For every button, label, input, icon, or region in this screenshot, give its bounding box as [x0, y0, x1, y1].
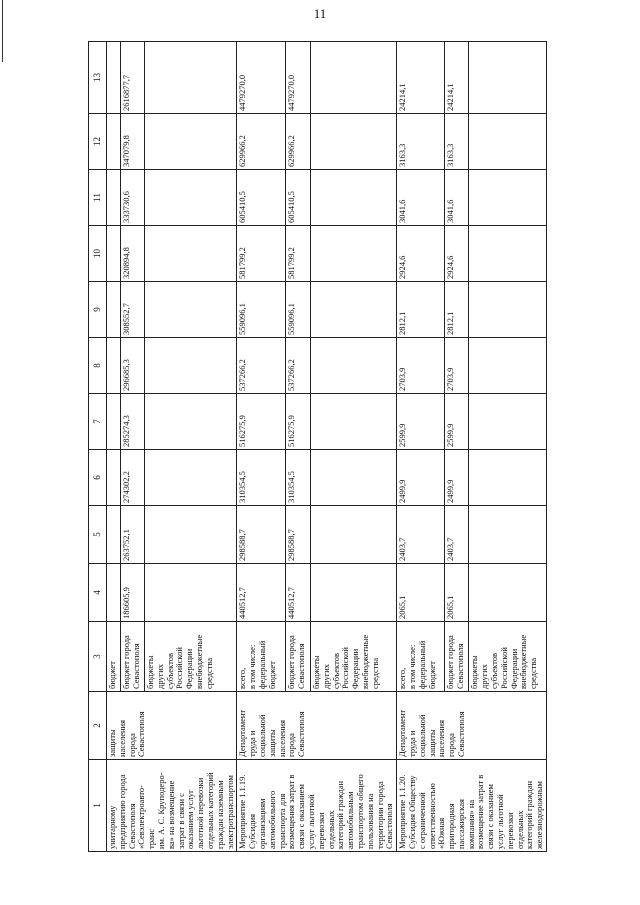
value-cell	[144, 450, 236, 506]
value-cell: 537266,2	[285, 338, 310, 394]
value-cell: 2924,6	[397, 226, 445, 282]
header-cell: 4	[89, 564, 107, 622]
executor-cell: Департамент труда и социальной защиты населения города Севастополя	[397, 692, 547, 760]
value-cell: 605410,5	[237, 170, 286, 226]
value-cell	[107, 506, 121, 564]
budget-table	[88, 41, 547, 852]
value-cell: 333730,6	[120, 170, 144, 226]
value-cell	[469, 506, 547, 564]
source-cell: бюджет города Севастополя	[444, 622, 469, 692]
value-cell	[107, 450, 121, 506]
table-row	[397, 42, 445, 852]
value-cell: 274302,2	[120, 450, 144, 506]
value-cell	[144, 506, 236, 564]
value-cell: 2599,9	[444, 394, 469, 450]
value-cell: 3163,3	[397, 114, 445, 170]
value-cell: 2065,1	[444, 564, 469, 622]
source-cell: бюджеты других субъектов Российской Федерации внебюджетные средства	[469, 622, 547, 692]
header-cell: 13	[89, 42, 107, 114]
header-cell: 9	[89, 282, 107, 338]
value-cell	[107, 114, 121, 170]
value-cell	[107, 564, 121, 622]
measure-cell: Мероприятие 1.1.20. Субсидия Обществу с ограниченной ответственностью «Южная пригородная пассажирская компания» на возмещение затрат в связи с оказанием услуг льготной перевозки отдельных категорий граждан железнодорожным	[397, 760, 547, 852]
value-cell: 3041,6	[444, 170, 469, 226]
value-cell: 263752,1	[120, 506, 144, 564]
header-cell: 8	[89, 338, 107, 394]
value-cell: 440512,7	[237, 564, 286, 622]
value-cell	[310, 564, 396, 622]
value-cell: 2812,1	[397, 282, 445, 338]
value-cell: 285274,3	[120, 394, 144, 450]
source-cell: бюджеты других субъектов Российской Федерации внебюджетные средства	[310, 622, 396, 692]
value-cell: 440512,7	[285, 564, 310, 622]
value-cell: 296685,3	[120, 338, 144, 394]
value-cell	[310, 450, 396, 506]
value-cell	[107, 282, 121, 338]
value-cell: 516275,9	[285, 394, 310, 450]
source-cell: бюджет	[107, 622, 121, 692]
value-cell	[107, 42, 121, 114]
header-cell: 10	[89, 226, 107, 282]
value-cell	[144, 564, 236, 622]
value-cell: 308552,7	[120, 282, 144, 338]
value-cell: 2616877,7	[120, 42, 144, 114]
value-cell	[310, 394, 396, 450]
measure-cell: унитарному предприятию города Севастополя «Севэлектроавто- транс им. А. С. Круподеро- ва» на возмещение затрат в связи с оказанием услуг льготной перевозки отдельных категорий граждан наземным электротранспортом	[107, 760, 237, 852]
margin-line	[2, 0, 3, 62]
value-cell: 3041,6	[397, 170, 445, 226]
value-cell: 2703,9	[444, 338, 469, 394]
value-cell: 186605,9	[120, 564, 144, 622]
value-cell	[144, 42, 236, 114]
value-cell: 2599,9	[397, 394, 445, 450]
value-cell: 537266,2	[237, 338, 286, 394]
value-cell	[144, 282, 236, 338]
table-row	[237, 42, 286, 852]
header-row	[89, 42, 107, 852]
table-row	[107, 42, 121, 852]
value-cell	[144, 394, 236, 450]
value-cell: 24214,1	[444, 42, 469, 114]
header-cell: 12	[89, 114, 107, 170]
value-cell: 2499,9	[444, 450, 469, 506]
value-cell: 2924,6	[444, 226, 469, 282]
value-cell: 298588,7	[285, 506, 310, 564]
value-cell: 310354,5	[237, 450, 286, 506]
source-cell: бюджеты других субъектов Российской Федерации внебюджетные средства	[144, 622, 236, 692]
value-cell: 298588,7	[237, 506, 286, 564]
source-cell: бюджет города Севастополя	[120, 622, 144, 692]
value-cell: 2812,1	[444, 282, 469, 338]
value-cell	[469, 114, 547, 170]
source-cell: всего, в том числе: федеральный бюджет	[237, 622, 286, 692]
value-cell: 2403,7	[397, 506, 445, 564]
header-cell: 6	[89, 450, 107, 506]
value-cell: 310354,5	[285, 450, 310, 506]
rotated-table-wrapper	[88, 42, 545, 852]
value-cell	[469, 170, 547, 226]
value-cell	[144, 338, 236, 394]
value-cell	[144, 170, 236, 226]
value-cell	[469, 450, 547, 506]
value-cell	[107, 170, 121, 226]
header-cell: 5	[89, 506, 107, 564]
source-cell: бюджет города Севастополя	[285, 622, 310, 692]
value-cell: 4479270,0	[237, 42, 286, 114]
value-cell	[107, 338, 121, 394]
value-cell	[107, 394, 121, 450]
value-cell	[310, 226, 396, 282]
value-cell: 4479270,0	[285, 42, 310, 114]
value-cell: 3163,3	[444, 114, 469, 170]
value-cell: 629966,2	[285, 114, 310, 170]
value-cell: 605410,5	[285, 170, 310, 226]
header-cell: 3	[89, 622, 107, 692]
value-cell: 516275,9	[237, 394, 286, 450]
measure-cell: Мероприятие 1.1.19. Субсидия организациям автомобильного транспорта для возмещения затрат в связи с оказанием услуг льготной перевозки отдельных категорий граждан автомобильным транспортом общего пользования на территории города Севастополя	[237, 760, 397, 852]
value-cell	[469, 282, 547, 338]
value-cell	[310, 506, 396, 564]
value-cell	[107, 226, 121, 282]
value-cell: 2065,1	[397, 564, 445, 622]
value-cell	[310, 338, 396, 394]
value-cell: 347079,8	[120, 114, 144, 170]
value-cell	[310, 170, 396, 226]
value-cell	[469, 394, 547, 450]
value-cell	[469, 42, 547, 114]
value-cell: 581799,2	[237, 226, 286, 282]
value-cell: 559096,1	[285, 282, 310, 338]
value-cell	[469, 226, 547, 282]
header-cell: 11	[89, 170, 107, 226]
value-cell	[469, 338, 547, 394]
value-cell: 2703,9	[397, 338, 445, 394]
value-cell: 559096,1	[237, 282, 286, 338]
source-cell: всего, в том числе: федеральный бюджет	[397, 622, 445, 692]
value-cell	[310, 114, 396, 170]
executor-cell: защиты населения города Севастополя	[107, 692, 237, 760]
value-cell	[144, 226, 236, 282]
page-number: 11	[313, 6, 327, 21]
executor-cell: Департамент труда и социальной защиты населения города Севастополя	[237, 692, 397, 760]
value-cell	[310, 282, 396, 338]
value-cell	[469, 564, 547, 622]
value-cell: 629966,2	[237, 114, 286, 170]
value-cell: 2499,9	[397, 450, 445, 506]
value-cell	[310, 42, 396, 114]
value-cell	[144, 114, 236, 170]
value-cell: 24214,1	[397, 42, 445, 114]
header-cell: 7	[89, 394, 107, 450]
value-cell: 2403,7	[444, 506, 469, 564]
header-cell: 2	[89, 692, 107, 760]
header-cell: 1	[89, 760, 107, 852]
value-cell: 320894,8	[120, 226, 144, 282]
value-cell: 581799,2	[285, 226, 310, 282]
